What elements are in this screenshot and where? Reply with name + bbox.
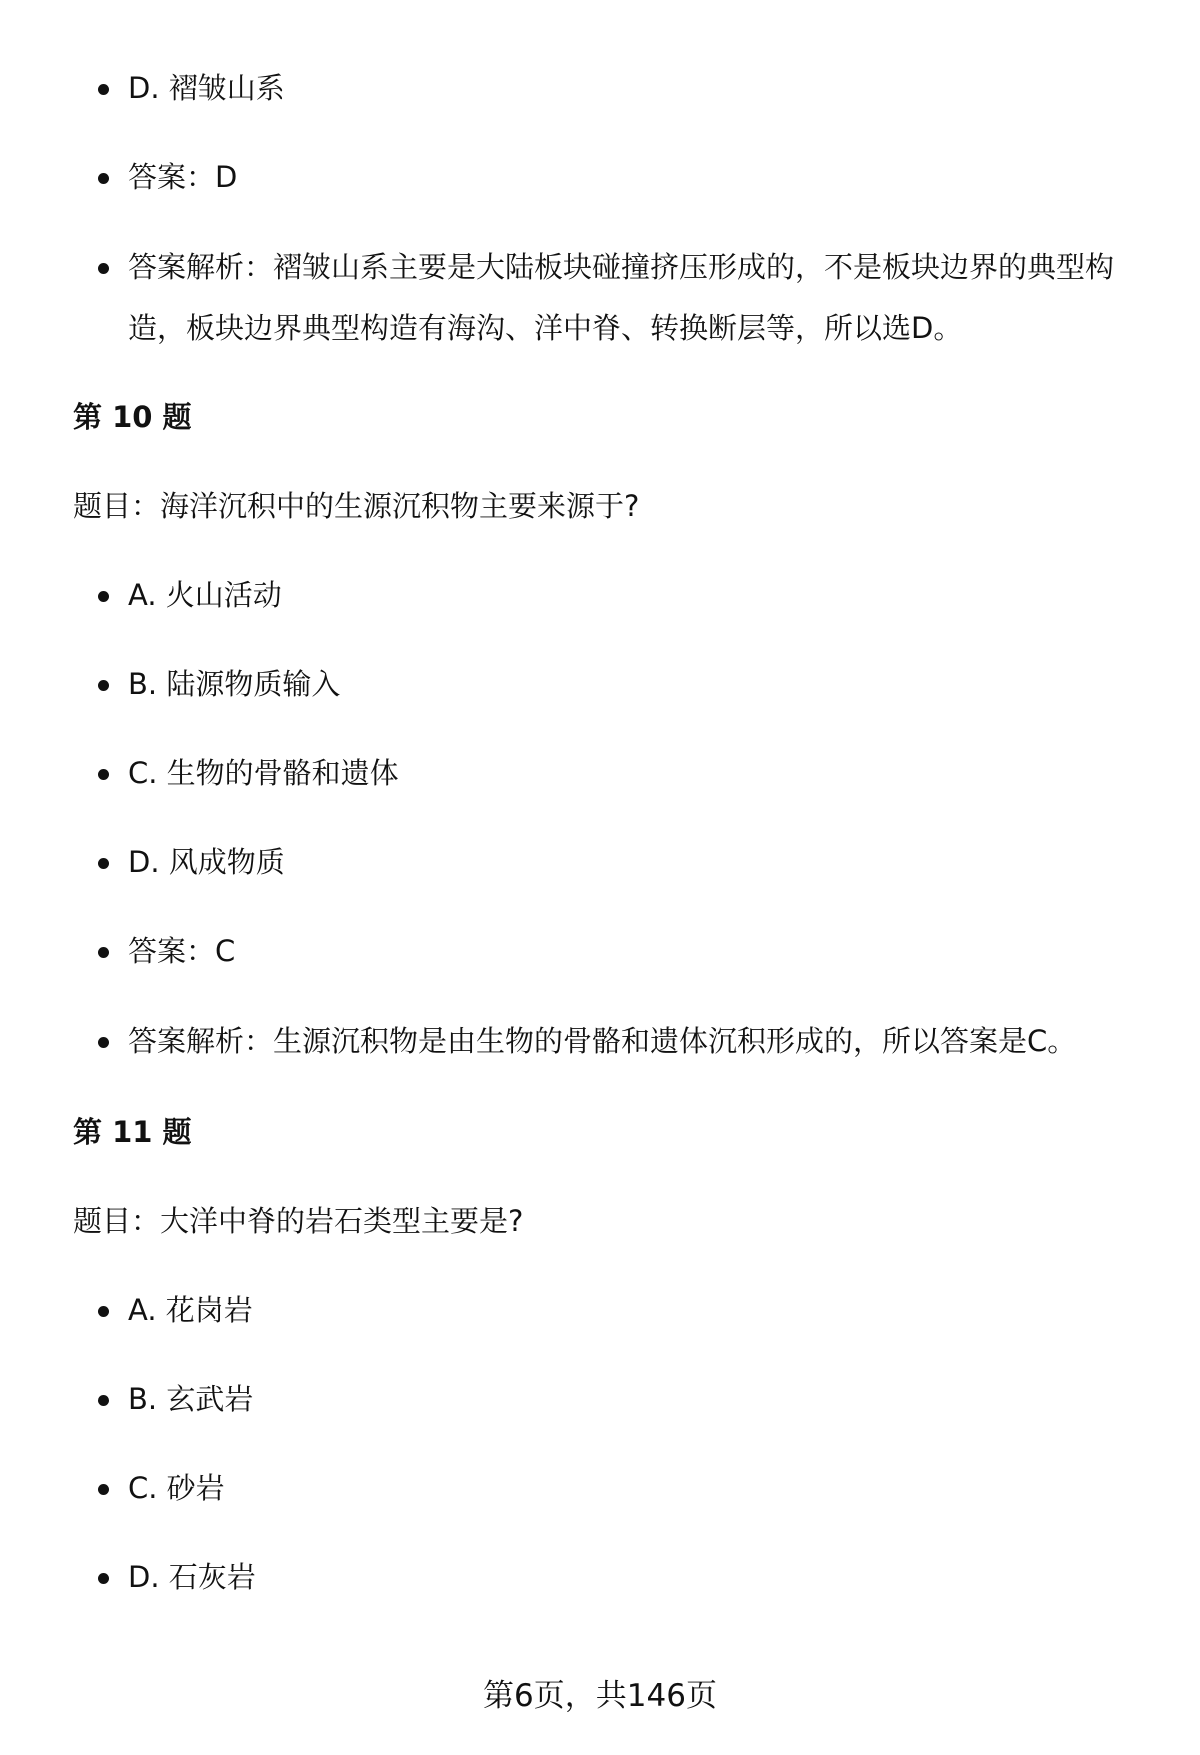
q11-heading: 第 11 题 [73, 1115, 192, 1149]
q9-answer: 答案：D [128, 147, 1138, 208]
q10-option-c: C. 生物的骨骼和遗体 [128, 743, 1138, 804]
q10-option-a: A. 火山活动 [128, 565, 1138, 626]
q10-explanation: 答案解析：生源沉积物是由生物的骨骼和遗体沉积形成的，所以答案是C。 [128, 1011, 1138, 1072]
q11-option-a: A. 花岗岩 [128, 1280, 1138, 1341]
page-footer: 第6页，共146页 [483, 1678, 717, 1714]
q9-option-d: D. 褶皱山系 [128, 58, 1138, 119]
q10-option-b: B. 陆源物质输入 [128, 654, 1138, 715]
q11-option-b: B. 玄武岩 [128, 1369, 1138, 1430]
q10-option-d: D. 风成物质 [128, 832, 1138, 893]
q11-option-d: D. 石灰岩 [128, 1547, 1138, 1608]
q10-answer: 答案：C [128, 921, 1138, 982]
q11-question: 题目：大洋中脊的岩石类型主要是? [73, 1204, 524, 1238]
q9-explanation: 答案解析：褶皱山系主要是大陆板块碰撞挤压形成的，不是板块边界的典型构造，板块边界典型构造有海沟、洋中脊、转换断层等，所以选D。 [128, 237, 1138, 359]
q10-question: 题目：海洋沉积中的生源沉积物主要来源于? [73, 489, 640, 523]
q11-option-c: C. 砂岩 [128, 1458, 1138, 1519]
q10-heading: 第 10 题 [73, 400, 192, 434]
